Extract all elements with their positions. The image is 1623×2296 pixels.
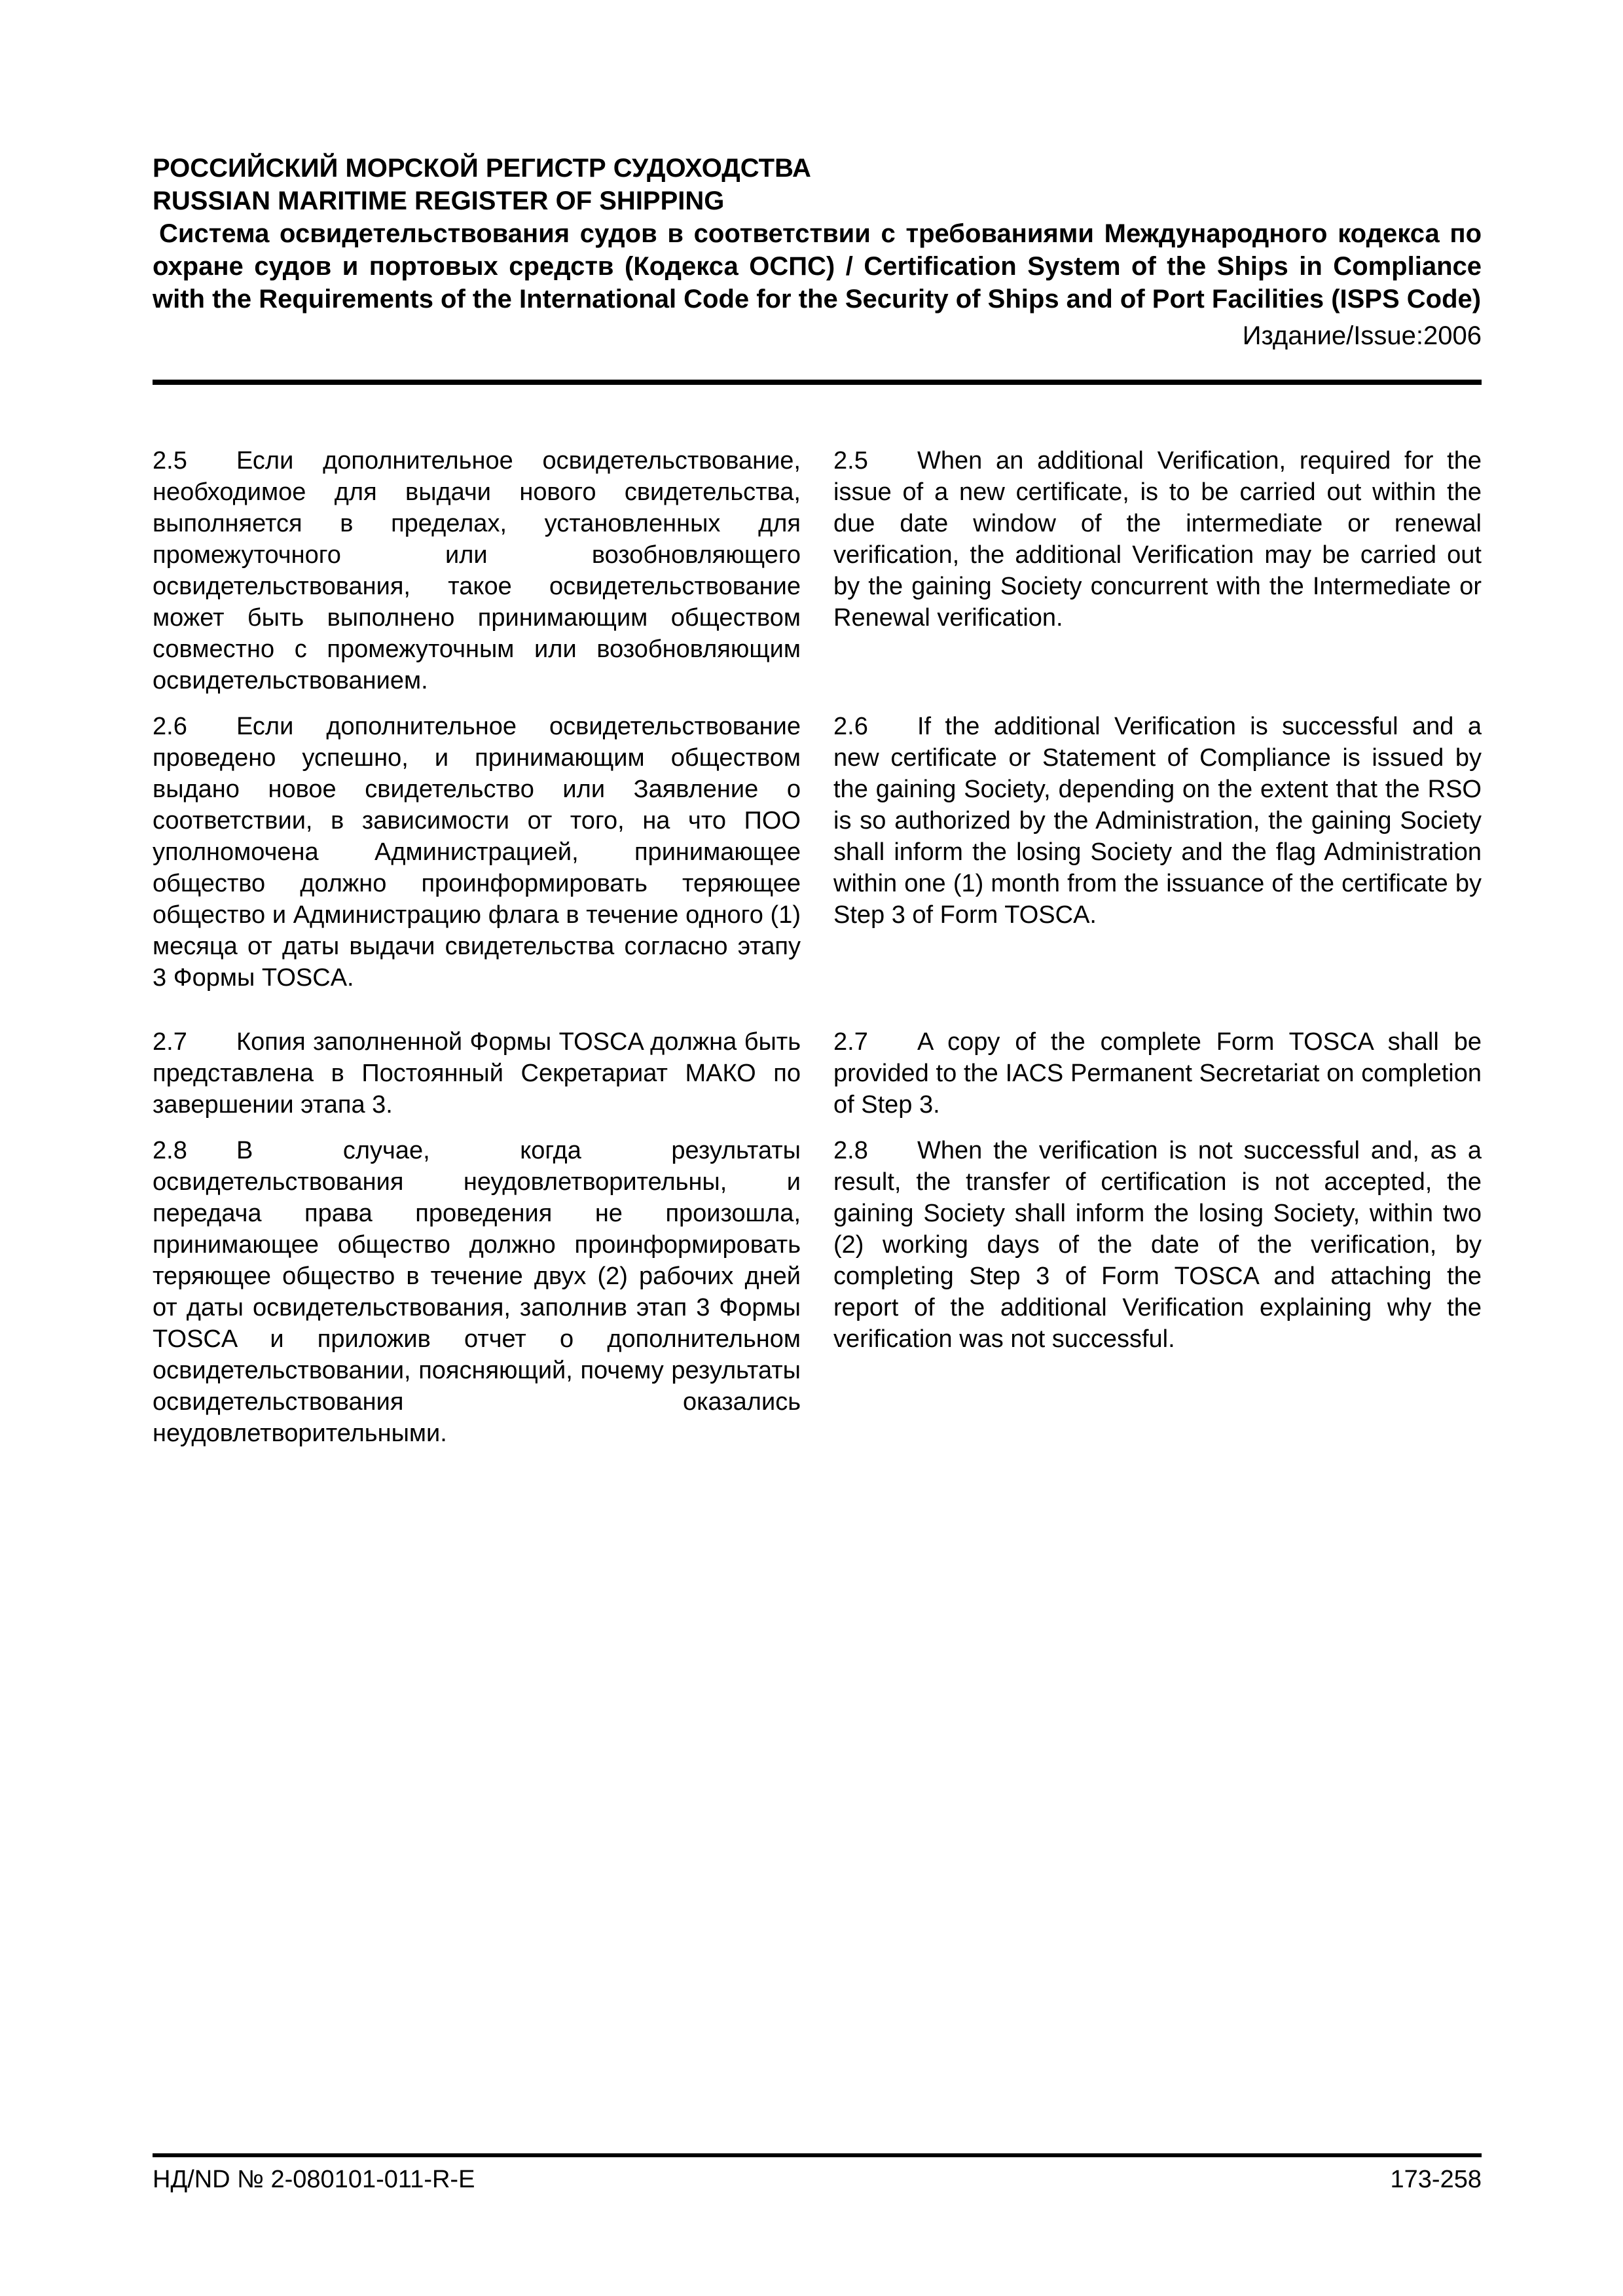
- paragraph-row-2-7: [153, 1026, 1482, 1121]
- paragraph-number: 2.7: [153, 1028, 187, 1056]
- paragraph-text: Если дополнительное освидетельствование проведено успешно, и принимающим обществом выдано новое свидетельство или Заявление о соответствии, в зависимости от того, на что ПОО уполномочена Администрацией, принимающее общество должно проинформировать теряющее общество и Администрацию флага в течение одного (1) месяца от даты выдачи свидетельства согласно этапу 3 Формы TOSCA.: [153, 713, 801, 992]
- paragraph-row-2-8: [153, 1135, 1482, 1449]
- page-number: 173-258: [1390, 2166, 1482, 2193]
- paragraph-text: Копия заполненной Формы TOSCA должна быть представлена в Постоянный Секретариат МАКО по завершении этапа 3.: [153, 1028, 801, 1119]
- organization-name-en: RUSSIAN MARITIME REGISTER OF SHIPPING: [153, 187, 725, 215]
- paragraph-text: If the additional Verification is successful and a new certificate or Statement of Compliance is issued by the gaining Society, depending on the extent that the RSO is so authorized by the Administration, the gaining Society shall inform the losing Society and the flag Administration within one (1) month from the issuance of the certificate by Step 3 of Form TOSCA.: [833, 713, 1482, 929]
- paragraph-text: When an additional Verification, required for the issue of a new certificate, is to be carried out within the due date window of the intermediate or renewal verification, the additional Verification may be carried out by the gaining Society concurrent with the Intermediate or Renewal verification.: [833, 447, 1482, 632]
- paragraph-number: 2.5: [833, 447, 868, 475]
- edition-label: Издание/Issue:2006: [1242, 321, 1482, 350]
- paragraph-text: Если дополнительное освидетельствование, необходимое для выдачи нового свидетельства, выполняется в пределах, установленных для промежуточного или возобновляющего освидетельствования, такое освидетельствование может быть выполнено принимающим обществом совместно с промежуточным или возобновляющим освидетельствованием.: [153, 447, 801, 694]
- paragraph-text: When the verification is not successful and, as a result, the transfer of certification is not accepted, the gaining Society shall inform the losing Society, within two (2) working days of the date of the verification, by completing Step 3 of Form TOSCA and attaching the report of the additional Verification explaining why the verification was not successful.: [833, 1137, 1482, 1353]
- document-number: НД/ND № 2-080101-011-R-E: [153, 2166, 475, 2193]
- paragraph-en: [833, 445, 1482, 634]
- paragraph-row-2-5: [153, 445, 1482, 696]
- header-divider: [153, 380, 1482, 385]
- paragraph-ru: [153, 1026, 801, 1121]
- organization-name-ru: РОССИЙСКИЙ МОРСКОЙ РЕГИСТР СУДОХОДСТВА: [153, 154, 811, 183]
- paragraph-ru: [153, 445, 801, 696]
- paragraph-text: В случае, когда результаты освидетельствования неудовлетворительны, и передача права проведения не произошла, принимающее общество должно проинформировать теряющее общество в течение двух (2) рабочих дней от даты освидетельствования, заполнив этап 3 Формы TOSCA и приложив отчет о дополнительном освидетельствовании, поясняющий, почему результаты освидетельствования оказались неудовлетворительными.: [153, 1137, 801, 1447]
- paragraph-number: 2.6: [833, 713, 868, 740]
- paragraph-ru: [153, 711, 801, 994]
- paragraph-en: [833, 1026, 1482, 1121]
- page-header: [153, 152, 1482, 352]
- paragraph-ru: [153, 1135, 801, 1449]
- paragraph-number: 2.6: [153, 713, 187, 740]
- document-subtitle: Система освидетельствования судов в соответствии с требованиями Международного кодекса по охране судов и портовых средств (Кодекса ОСПС) / Certification System of the Ships in Compliance with the Requirements of the International Code for the Security of Ships and of Port Facilities (ISPS Code): [153, 219, 1482, 314]
- paragraph-row-2-6: [153, 711, 1482, 994]
- paragraph-number: 2.5: [153, 447, 187, 475]
- paragraph-number: 2.8: [833, 1137, 868, 1164]
- page-footer: [153, 2163, 1482, 2196]
- paragraph-en: [833, 1135, 1482, 1355]
- footer-divider: [153, 2153, 1482, 2157]
- paragraph-number: 2.8: [153, 1137, 187, 1164]
- paragraph-en: [833, 711, 1482, 931]
- paragraph-number: 2.7: [833, 1028, 868, 1056]
- bilingual-body: [153, 445, 1482, 1449]
- paragraph-text: A copy of the complete Form TOSCA shall be provided to the IACS Permanent Secretariat on completion of Step 3.: [833, 1028, 1482, 1119]
